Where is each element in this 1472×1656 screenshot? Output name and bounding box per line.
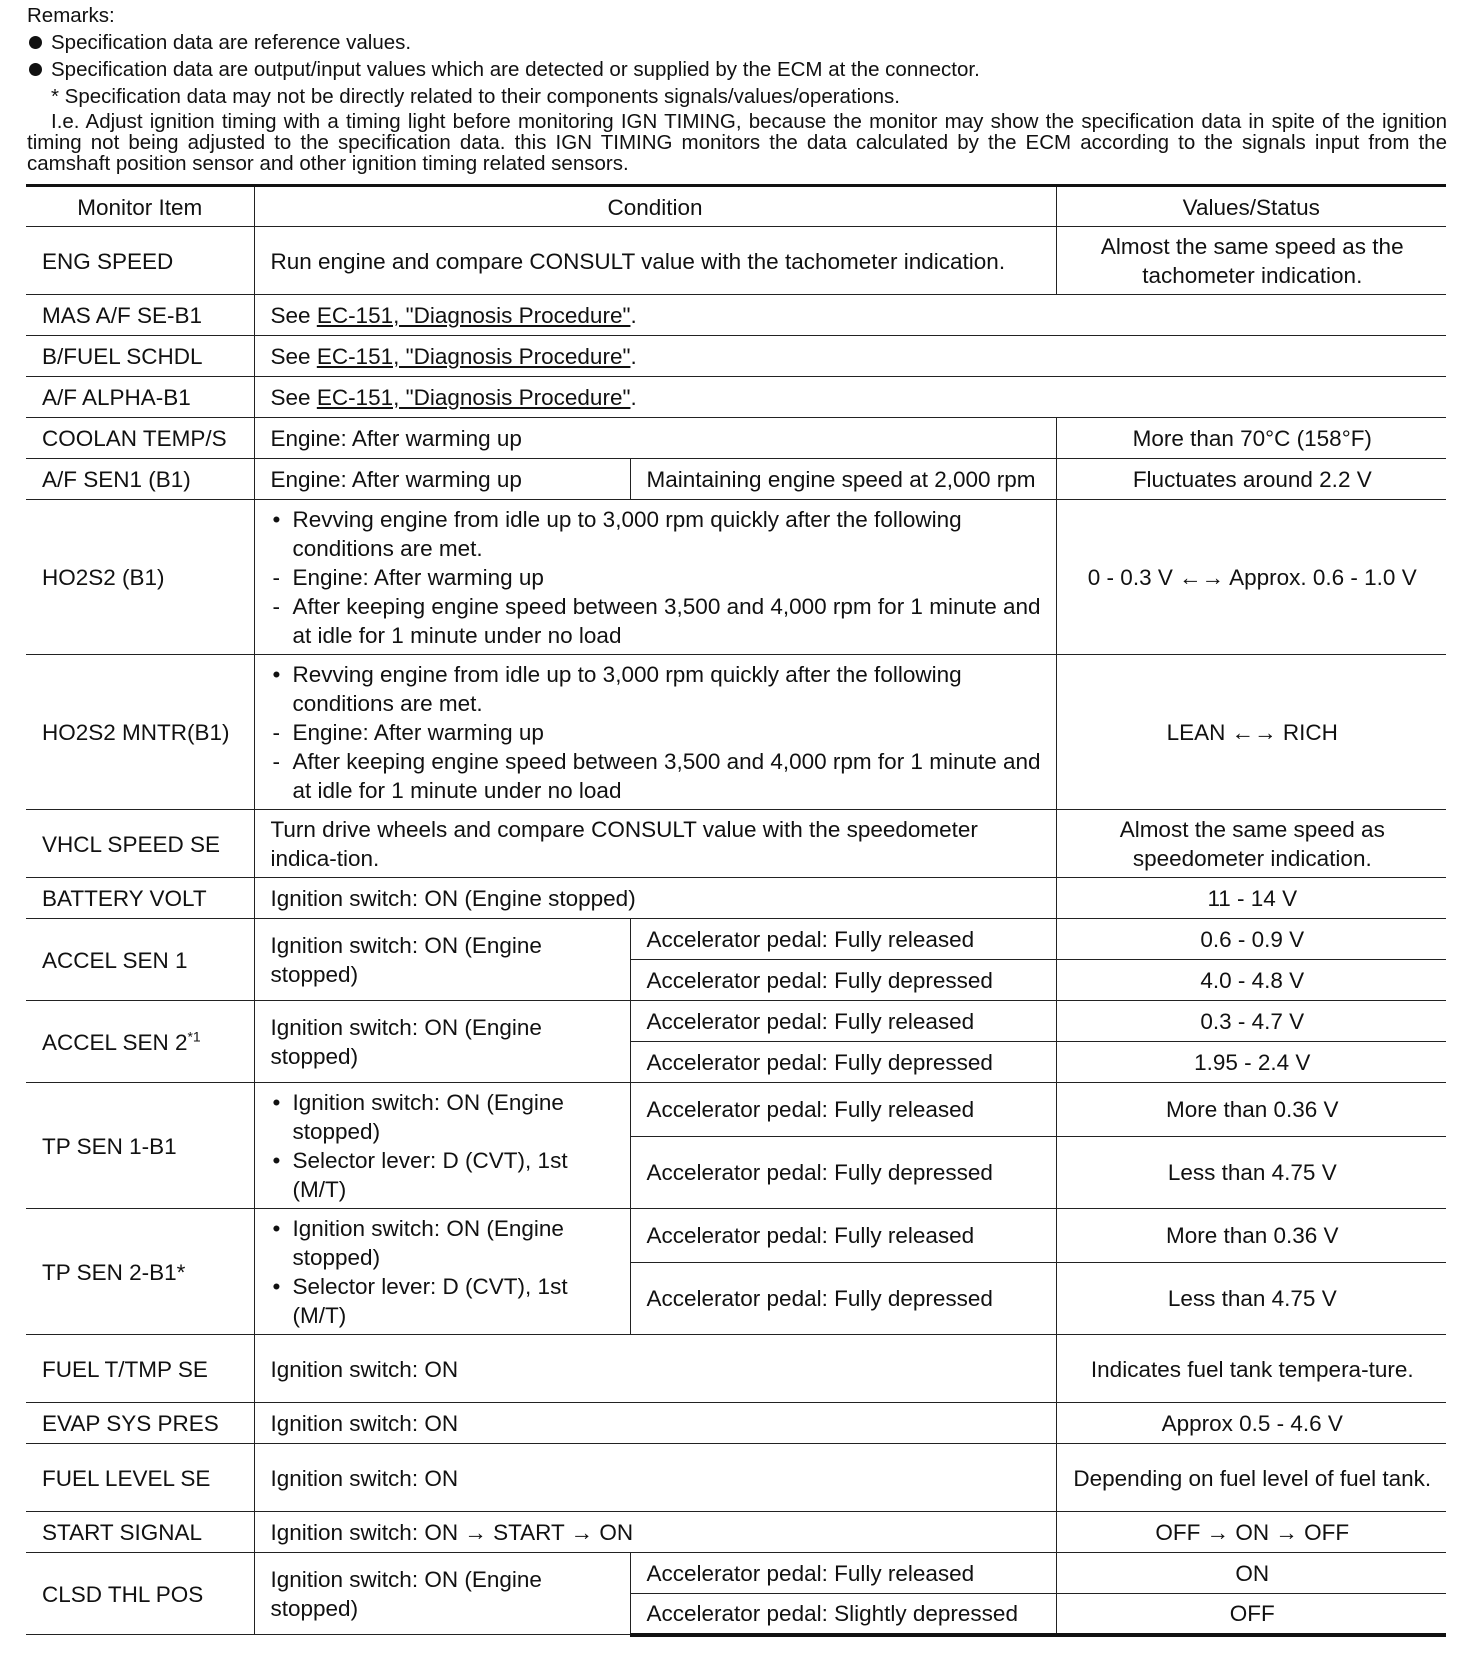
monitor-item: FUEL T/TMP SE	[26, 1335, 254, 1403]
monitor-item: ACCEL SEN 2$^{*1}$	[26, 1001, 254, 1083]
list-item: - After keeping engine speed between 3,500 and 4,000 rpm for 1 minute and at idle for 1 minute under no load	[272, 594, 1041, 648]
header-condition: Condition	[254, 186, 1056, 227]
list-marker: -	[272, 749, 280, 774]
monitor-item: HO2S2 (B1)	[26, 500, 254, 655]
list-item: • Ignition switch: ON (Engine stopped)	[272, 1090, 564, 1144]
table-row	[26, 227, 1446, 295]
see-text: See	[270, 344, 311, 369]
value-status: Approx 0.5 - 4.6 V	[1056, 1403, 1446, 1444]
sub-condition: Maintaining engine speed at 2,000 rpm	[630, 459, 1056, 500]
list-marker: •	[272, 1216, 281, 1241]
table-row	[26, 377, 1446, 418]
table-row	[26, 418, 1446, 459]
remarks-section	[27, 2, 1447, 174]
monitor-item: START SIGNAL	[26, 1512, 254, 1553]
condition: Ignition switch: ON (Engine stopped)	[254, 919, 630, 1001]
table-row	[26, 1335, 1446, 1403]
sub-condition: Accelerator pedal: Fully depressed	[630, 960, 1056, 1001]
remarks-bullet: Specification data are reference values.	[27, 29, 1447, 56]
sub-condition: Accelerator pedal: Fully released	[630, 1553, 1056, 1594]
table-row	[26, 336, 1446, 377]
monitor-item: TP SEN 2-B1*	[26, 1209, 254, 1335]
table-row	[26, 459, 1446, 500]
table-row	[26, 810, 1446, 878]
diagnosis-procedure-link[interactable]: EC-151, "Diagnosis Procedure"	[316, 344, 631, 369]
list-item: - Engine: After warming up	[272, 720, 544, 745]
condition-reference	[254, 336, 1446, 377]
condition-list	[271, 1214, 616, 1330]
value-status: Less than 4.75 V	[1056, 1136, 1446, 1208]
monitor-item: B/FUEL SCHDL	[26, 336, 254, 377]
condition: Ignition switch: ON	[254, 1444, 1056, 1512]
value-status: Indicates fuel tank tempera-ture.	[1056, 1335, 1446, 1403]
monitor-spec-table	[26, 184, 1446, 1637]
list-marker: •	[272, 1148, 281, 1173]
condition: Ignition switch: ON (Engine stopped)	[254, 1001, 630, 1083]
value-status: 4.0 - 4.8 V	[1056, 960, 1446, 1001]
sub-condition: Accelerator pedal: Fully released	[630, 1083, 1056, 1137]
diagnosis-procedure-link[interactable]: EC-151, "Diagnosis Procedure"	[316, 303, 631, 328]
sub-condition: Accelerator pedal: Fully released	[630, 1209, 1056, 1263]
value-status: Depending on fuel level of fuel tank.	[1056, 1444, 1446, 1512]
list-item: • Ignition switch: ON (Engine stopped)	[272, 1216, 564, 1270]
list-item: • Selector lever: D (CVT), 1st (M/T)	[272, 1274, 568, 1328]
value-status: Less than 4.75 V	[1056, 1262, 1446, 1334]
monitor-item: HO2S2 MNTR(B1)	[26, 655, 254, 810]
table-row	[26, 1553, 1446, 1594]
condition: Engine: After warming up	[254, 418, 1056, 459]
value-status: 11 - 14 V	[1056, 878, 1446, 919]
ref-period: .	[630, 344, 637, 369]
monitor-item: ACCEL SEN 1	[26, 919, 254, 1001]
list-item: • Revving engine from idle up to 3,000 rpm quickly after the following conditions are met.	[272, 507, 962, 561]
header-monitor-item: Monitor Item	[26, 186, 254, 227]
header-values-status: Values/Status	[1056, 186, 1446, 227]
see-text: See	[270, 385, 311, 410]
value-status: Fluctuates around 2.2 V	[1056, 459, 1446, 500]
monitor-item: ENG SPEED	[26, 227, 254, 295]
condition: Ignition switch: ON (Engine stopped)	[254, 1553, 630, 1635]
monitor-item: FUEL LEVEL SE	[26, 1444, 254, 1512]
value-status: More than 0.36 V	[1056, 1083, 1446, 1137]
table-header-row	[26, 186, 1446, 227]
table-row	[26, 1512, 1446, 1553]
list-marker: •	[272, 1274, 281, 1299]
condition: Ignition switch: ON (Engine stopped)	[254, 878, 1056, 919]
monitor-item: MAS A/F SE-B1	[26, 295, 254, 336]
see-text: See	[270, 303, 311, 328]
condition: Ignition switch: ON	[254, 1403, 1056, 1444]
table-row	[26, 1403, 1446, 1444]
table-row	[26, 1083, 1446, 1137]
list-item: - After keeping engine speed between 3,500 and 4,000 rpm for 1 minute and at idle for 1 minute under no load	[272, 749, 1041, 803]
list-marker: •	[272, 662, 281, 687]
table-row	[26, 655, 1446, 810]
condition: Engine: After warming up	[254, 459, 630, 500]
table-row	[26, 1209, 1446, 1263]
diagnosis-procedure-link[interactable]: EC-151, "Diagnosis Procedure"	[316, 385, 631, 410]
value-status: LEAN ←→ RICH	[1056, 655, 1446, 810]
value-status: 0.3 - 4.7 V	[1056, 1001, 1446, 1042]
value-status: Almost the same speed as the tachometer indication.	[1056, 227, 1446, 295]
table-row	[26, 500, 1446, 655]
condition: Run engine and compare CONSULT value with the tachometer indication.	[254, 227, 1056, 295]
remarks-title: Remarks:	[27, 4, 115, 27]
condition: Turn drive wheels and compare CONSULT value with the speedometer indica-tion.	[254, 810, 1056, 878]
monitor-item: COOLAN TEMP/S	[26, 418, 254, 459]
monitor-item: A/F SEN1 (B1)	[26, 459, 254, 500]
monitor-item: CLSD THL POS	[26, 1553, 254, 1635]
table-row	[26, 919, 1446, 960]
value-status: More than 0.36 V	[1056, 1209, 1446, 1263]
sub-condition: Accelerator pedal: Fully released	[630, 1001, 1056, 1042]
remarks-bullet: Specification data are output/input values which are detected or supplied by the ECM at the connector.	[27, 56, 1447, 83]
value-status: More than 70°C (158°F)	[1056, 418, 1446, 459]
list-item: • Revving engine from idle up to 3,000 rpm quickly after the following conditions are met.	[272, 662, 962, 716]
list-marker: •	[272, 507, 281, 532]
monitor-item: BATTERY VOLT	[26, 878, 254, 919]
footnote-mark: *1	[187, 1028, 201, 1044]
sub-condition: Accelerator pedal: Fully depressed	[630, 1262, 1056, 1334]
condition	[254, 500, 1056, 655]
condition	[254, 655, 1056, 810]
list-marker: •	[272, 1090, 281, 1115]
value-status: 0.6 - 0.9 V	[1056, 919, 1446, 960]
monitor-item: EVAP SYS PRES	[26, 1403, 254, 1444]
condition	[254, 1083, 630, 1209]
list-item: • Selector lever: D (CVT), 1st (M/T)	[272, 1148, 568, 1202]
sub-condition: Accelerator pedal: Slightly depressed	[630, 1594, 1056, 1635]
list-item: - Engine: After warming up	[272, 565, 544, 590]
monitor-item: VHCL SPEED SE	[26, 810, 254, 878]
value-status: OFF → ON → OFF	[1056, 1512, 1446, 1553]
sub-condition: Accelerator pedal: Fully depressed	[630, 1136, 1056, 1208]
value-status: Almost the same speed as speedometer indication.	[1056, 810, 1446, 878]
ref-period: .	[630, 385, 637, 410]
condition-list	[271, 505, 1042, 650]
monitor-item: TP SEN 1-B1	[26, 1083, 254, 1209]
table-row	[26, 1444, 1446, 1512]
value-status: ON	[1056, 1553, 1446, 1594]
condition-list	[271, 660, 1042, 805]
condition-reference	[254, 377, 1446, 418]
list-marker: -	[272, 594, 280, 619]
table-row	[26, 295, 1446, 336]
ref-period: .	[630, 303, 637, 328]
condition	[254, 1209, 630, 1335]
sub-condition: Accelerator pedal: Fully depressed	[630, 1042, 1056, 1083]
condition: Ignition switch: ON	[254, 1335, 1056, 1403]
list-marker: -	[272, 565, 280, 590]
condition-reference	[254, 295, 1446, 336]
table-row	[26, 878, 1446, 919]
condition-list	[271, 1088, 616, 1204]
list-marker: -	[272, 720, 280, 745]
table-row	[26, 1001, 1446, 1042]
value-status: 0 - 0.3 V ←→ Approx. 0.6 - 1.0 V	[1056, 500, 1446, 655]
remarks-example: I.e. Adjust ignition timing with a timing light before monitoring IGN TIMING, because the monitor may show the specification data in spite of the ignition timing not being adjusted to the specification data. this IGN TIMING monitors the data calculated by the ECM according to the signals input from the camshaft position sensor and other ignition timing related sensors.	[27, 110, 1447, 175]
value-status: 1.95 - 2.4 V	[1056, 1042, 1446, 1083]
value-status: OFF	[1056, 1594, 1446, 1635]
condition: Ignition switch: ON → START → ON	[254, 1512, 1056, 1553]
monitor-item: A/F ALPHA-B1	[26, 377, 254, 418]
remarks-note: * Specification data may not be directly related to their components signals/values/operations.	[51, 85, 900, 108]
sub-condition: Accelerator pedal: Fully released	[630, 919, 1056, 960]
